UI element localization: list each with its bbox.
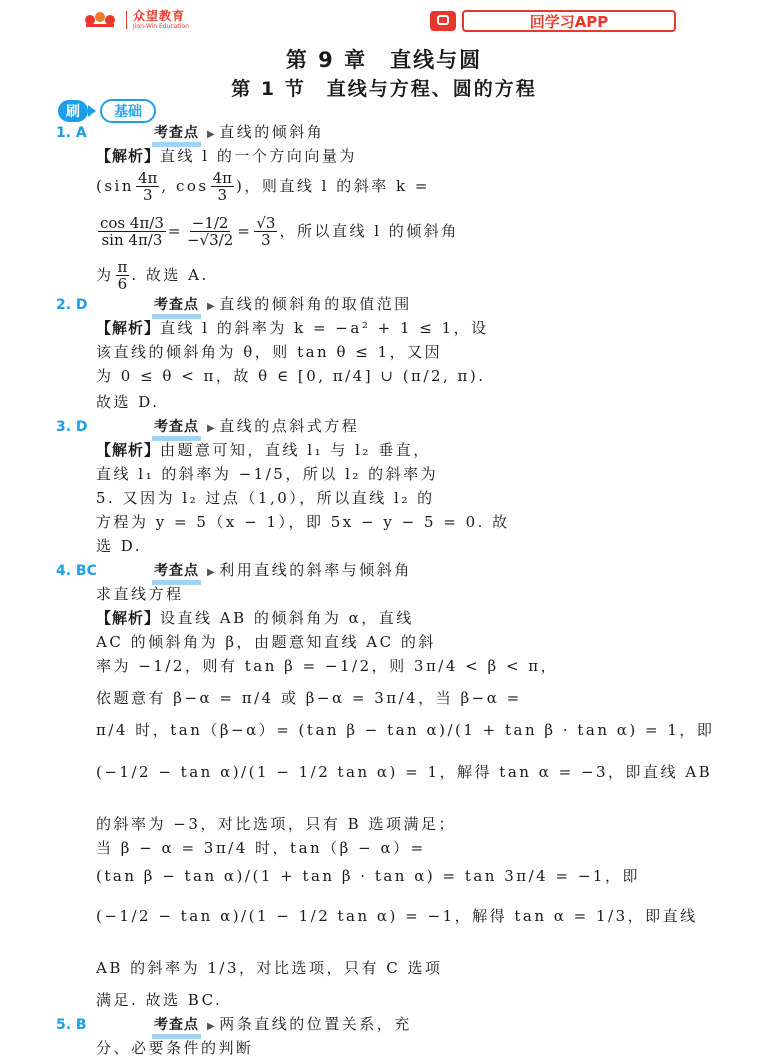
tag-arrow-icon: [88, 105, 96, 117]
q3-header: [56, 414, 712, 438]
q2-jiexi: 【解析】: [96, 319, 161, 337]
q1-text3: ，所以直线 l 的倾斜角: [279, 222, 459, 240]
q1-header: [56, 120, 712, 144]
q4-kaochadian: 考查点: [152, 559, 201, 583]
q3-line4: 方程为 y = 5（x − 1），即 5x − y − 5 = 0. 故: [96, 513, 510, 531]
q2-topic: 直线的倾斜角的取值范围: [219, 295, 412, 313]
q4-line7: 的斜率为 −3，对比选项，只有 B 选项满足；: [96, 815, 456, 833]
q1-jiexi: 【解析】: [96, 147, 161, 165]
q4-line1: [56, 606, 712, 630]
q4-line6: (−1/2 − tan α)/(1 − 1/2 tan α) = 1，解得 tan α = −3，即直线 AB: [96, 763, 713, 781]
q3-kaochadian: 考查点: [152, 415, 201, 439]
q1-line1: [56, 144, 712, 168]
section-title: 第 1 节 直线与方程、圆的方程: [231, 78, 537, 100]
q1-number: 1. A: [56, 125, 87, 141]
q2-header: [56, 292, 712, 316]
q4-text1: 设直线 AB 的倾斜角为 α，直线: [160, 609, 414, 627]
q5-topic: 两条直线的位置关系，充: [219, 1015, 412, 1033]
q2-number: 2. D: [56, 297, 88, 313]
q4-line10: (−1/2 − tan α)/(1 − 1/2 tan α) = −1，解得 tan α = 1/3，即直线: [96, 907, 698, 925]
q1-line4: 为 $\frac{\pi}{6}$ . 故选 A.: [96, 257, 209, 293]
q1-topic: 直线的倾斜角: [219, 123, 325, 141]
answer-content: [56, 120, 715, 1060]
q4-jiexi: 【解析】: [96, 609, 161, 627]
q1-text4: 为: [96, 266, 114, 284]
q4-line11: AB 的斜率为 1/3，对比选项，只有 C 选项: [96, 959, 443, 977]
q1-kaochadian: 考查点: [152, 121, 201, 145]
page-header: [0, 8, 768, 36]
brand-logo: [80, 10, 189, 30]
brand-name-cn: 众望教育: [133, 9, 186, 23]
q3-line2: 直线 l₁ 的斜率为 −1/5，所以 l₂ 的斜率为: [96, 465, 439, 483]
q3-line1: [56, 438, 712, 462]
q3-line5: 选 D.: [96, 537, 143, 555]
q5-number: 5. B: [56, 1017, 87, 1033]
q5-kaochadian: 考查点: [152, 1013, 201, 1037]
q4-topic: 利用直线的斜率与倾斜角: [219, 561, 412, 579]
brand-name-en: Jion-Win Education: [133, 23, 189, 30]
q3-text1: 由题意可知，直线 l₁ 与 l₂ 垂直，: [160, 441, 431, 459]
q2-line2: 该直线的倾斜角为 θ，则 tan θ ≤ 1，又因: [96, 343, 443, 361]
q1-line2: (sin $\frac{4\pi}{3}$ , cos $\frac{4\pi}{3}$ ) ，则直线 l 的斜率 k =: [96, 168, 430, 204]
app-icon: [430, 11, 456, 31]
triangle-icon: ▶: [207, 129, 218, 140]
q4-header: [56, 558, 712, 582]
triangle-icon: ▶: [207, 1021, 218, 1032]
q2-text1: 直线 l 的斜率为 k = −a² + 1 ≤ 1，设: [160, 319, 489, 337]
q2-line3: 为 0 ≤ θ < π，故 θ ∈ [0, π/4] ∪ (π/2, π).: [96, 367, 486, 385]
triangle-icon: ▶: [207, 423, 218, 434]
q3-number: 3. D: [56, 419, 88, 435]
triangle-icon: ▶: [207, 301, 218, 312]
q1-line3: $\frac{\cos 4\pi/3}{\sin 4\pi/3}$ = $\frac{-1/2}{-√3/2}$ = $\frac{√3}{3}$ ，所以直线 l 的倾斜角: [100, 213, 459, 249]
chapter-title: 第 9 章 直线与圆: [285, 48, 483, 72]
q2-line4: 故选 D.: [96, 393, 160, 411]
q1-text5: . 故选 A.: [131, 266, 209, 284]
q4-line9: (tan β − tan α)/(1 + tan β · tan α) = tan 3π/4 = −1，即: [96, 867, 640, 885]
q3-line3: 5. 又因为 l₂ 过点（1,0），所以直线 l₂ 的: [96, 489, 435, 507]
q4-number: 4. BC: [56, 563, 97, 579]
q2-line1: [56, 316, 712, 340]
q5-header: [56, 1012, 712, 1036]
q4-line8: 当 β − α = 3π/4 时，tan（β − α）=: [96, 839, 426, 857]
q1-text1: 直线 l 的一个方向向量为: [160, 147, 357, 165]
q4-line5: π/4 时，tan（β−α）= (tan β − tan α)/(1 + tan β · tan α) = 1，即: [96, 721, 715, 739]
triangle-icon: ▶: [207, 567, 218, 578]
q3-jiexi: 【解析】: [96, 441, 161, 459]
q4-topic-line2: 求直线方程: [96, 585, 184, 603]
tag-shua: 刷: [58, 100, 88, 122]
q4-line3: 率为 −1/2，则有 tan β = −1/2，则 3π/4 < β < π，: [96, 657, 559, 675]
q3-topic: 直线的点斜式方程: [219, 417, 360, 435]
q4-line12: 满足. 故选 BC.: [96, 991, 223, 1009]
q4-line2: AC 的倾斜角为 β，由题意知直线 AC 的斜: [96, 633, 436, 651]
app-promo: [430, 10, 676, 32]
brand-flower-icon: [80, 10, 120, 30]
logo-divider: [126, 11, 127, 29]
q1-text2: ，则直线 l 的斜率 k =: [244, 177, 430, 195]
q5-topic-line2: 分、必要条件的判断: [96, 1039, 254, 1057]
q4-line4: 依题意有 β−α = π/4 或 β−α = 3π/4，当 β−α =: [96, 689, 522, 707]
app-badge: 回学习APP: [462, 10, 676, 32]
tag-jichu: 基础: [100, 99, 156, 123]
q2-kaochadian: 考查点: [152, 293, 201, 317]
